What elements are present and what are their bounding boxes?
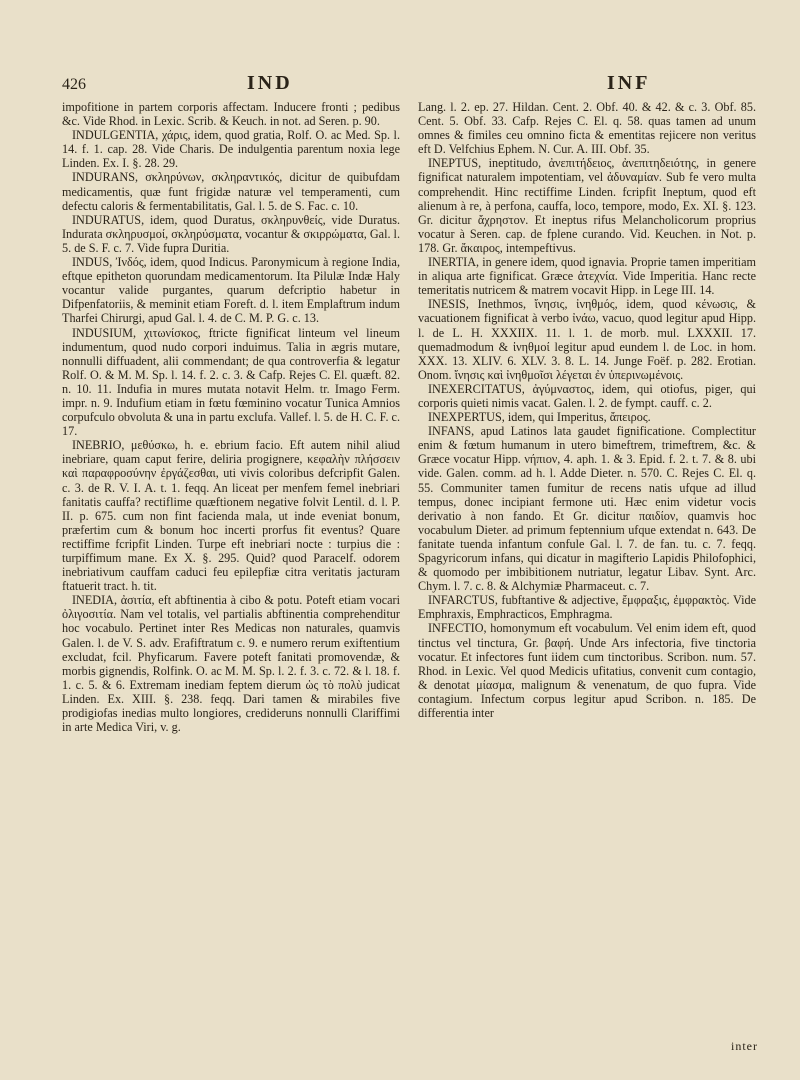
dictionary-entry: INEXERCITATUS, ἀγύμναστος, idem, qui otiofus, piger, qui corporis quieti nimis vacat. Galen. l. 2. de fympt. cauff. c. 2.	[418, 381, 756, 410]
dictionary-entry: INDUSIUM, χιτωνίσκος, ftricte fignificat linteum vel lineum indumentum, quod nudo corpori induimus. Talia in ægris mutare, nonnulli diffuadent, alii commendant; de qua controverfia & legatur Rolf. O. & M. M. Sp. l. 14. f. 2. c. 3. & Cafp. Rejes C. El. quæft. 82. n. 10. 11. Indufia in mures mutata notavit Helm. tr. Imago Ferm. impr. n. 9. Indufium etiam in fœtu fœminino vocatur Tunica Amnios corpufculo obvoluta & una in partu exclufa. Vallef. l. 5. de H. C. F. c. 17.	[62, 325, 400, 439]
dictionary-entry: INEBRIO, μεθύσκω, h. e. ebrium facio. Eft autem nihil aliud inebriare, quam caput ferire, deliria progignere, κεφαλὴν πλήσσειν καὶ παραφροσύνην ἐργάζεσθαι, uti vivis coloribus defcripfit Galen. c. 3. de R. V. I. A. t. 1. feqq. An liceat per menfem femel inebriari fanitatis cauffa? rectiflime quæftionem negative folvit Lentil. d. l. P. II. p. 675. cum non fint facienda mala, ut inde eveniat bonum, præfertim cum & bonum hoc incerti prorfus fit eventus? Quare rectiffime fcripfit Linden. Turpe eft inebriari nocte : turpius die : turpiffimum mane. Ex X. §. 295. Quid? quod Paracelf. odorem inebriativum cauffam caduci feu epilepfiæ citra veritatis jacturam ftatuerit tract. h. tit.	[62, 438, 400, 594]
dictionary-entry: INDULGENTIA, χάρις, idem, quod gratia, Rolf. O. ac Med. Sp. l. 14. f. 1. cap. 28. Vide Charis. De indulgentia parentum noxia lege Linden. Ex. I. §. 28. 29.	[62, 128, 400, 171]
dictionary-entry: INDURANS, σκληρύνων, σκληραντικός, dicitur de quibufdam medicamentis, quæ funt frigidæ naturæ vel temperamenti, cum defectu caloris & fermentabilitatis, Gal. l. 5. de S. Fac. c. 10.	[62, 170, 400, 213]
dictionary-entry: INDUS, Ἰνδός, idem, quod Indicus. Paronymicum à regione India, eftque epitheton quorundam medicamentorum. Ita Pilulæ Indæ Haly vocantur valide purgantes, quarum defcriptio habetur in Difpenfatoriis, & meminit etiam Foreft. d. l. item Emplaftrum indum Tharfei Chirurgi, apud Gal. l. 4. de C. M. P. G. c. 13.	[62, 255, 400, 326]
text-columns	[62, 100, 756, 1050]
page-number: 426	[62, 76, 86, 93]
running-head	[62, 72, 758, 98]
left-column	[62, 100, 400, 1050]
dictionary-entry: INEPTUS, ineptitudo, ἀνεπιτήδειος, ἀνεπιτηδειότης, in genere fignificat naturalem impotentiam, vel ἀδυναμίαν. Sub fe vero multa comprehendit. Hinc rectiffime Linden. fcripfit Ineptum, quod eft alienum à re, à perfona, cauffa, loco, tempore, modo, Ex. XI. §. 123. Gr. dicitur ἄχρηστον. Et ineptus rifus Melancholicorum proprius vocatur à Seren. cap. de fplene curando. Vid. Keuchen. in Not. p. 178. Gr. ἄκαιρος, intempeftivus.	[418, 156, 756, 255]
dictionary-entry: INFARCTUS, fubftantive & adjective, ἔμφραξις, ἐμφρακτὸς. Vide Emphraxis, Emphracticos, Emphragma.	[418, 593, 756, 622]
right-column-heading: INF	[607, 72, 651, 94]
dictionary-entry: INERTIA, in genere idem, quod ignavia. Proprie tamen imperitiam in aliqua arte fignificat. Græce ἀτεχνία. Vide Imperitia. Hanc recte temeritatis nutricem & matrem vocavit Hipp. in Lege III. 14.	[418, 255, 756, 298]
dictionary-entry: INESIS, Inethmos, ἴνησις, ἰνηθμός, idem, quod κένωσις, & vacuationem fignificat à verbo ἰνάω, vacuo, quod legitur apud Hipp. l. de L. H. XXXIIX. 11. l. 1. de morb. mul. LXXXII. 17. quemadmodum & ἰνηθμοί legitur apud eundem l. de Loc. in hom. XXX. 13. XLIV. 6. XLV. 3. 8. L. 14. Junge Foëf. p. 282. Erotian. Onom. ἴνησις καὶ ἰνηθμοῖσι λέγεται ἐν ὑπερινωμένοις.	[418, 297, 756, 382]
dictionary-entry: Lang. l. 2. ep. 27. Hildan. Cent. 2. Obf. 40. & 42. & c. 3. Obf. 85. Cent. 5. Obf. 33. Cafp. Rejes C. El. q. 58. quas tamen ad unum omnes & fimiles ceu omnino ficta & ementitas rejicere non veritus eft D. Velfchius Ephem. N. Cur. A. III. Obf. 35.	[418, 100, 756, 157]
left-column-heading: IND	[247, 72, 293, 94]
dictionary-entry: INEXPERTUS, idem, qui Imperitus, ἄπειρος.	[428, 410, 651, 425]
dictionary-entry: INFECTIO, homonymum eft vocabulum. Vel enim idem eft, quod tinctus vel tinctura, Gr. βαφή. Unde Ars infectoria, five tinctoria vocatur. Et infectores funt iidem cum tinctoribus. Scribon. num. 57. Rhod. in Lexic. Vel quod Medicis ufitatius, convenit cum contagio, & denotat μίασμα, malignum & venenatum, de quo fupra. Vide contagium. Infectum corpus legitur apud Scribon. n. 185. De differentia inter	[418, 621, 756, 721]
dictionary-entry: INEDIA, ἀσιτία, eft abftinentia à cibo & potu. Poteft etiam vocari ὀλιγοσιτία. Nam vel totalis, vel partialis abftinentia comprehenditur hoc vocabulo. Pertinet inter Res Medicas non naturales, quamvis Galen. l. de V. S. adv. Erafiftratum c. 9. e numero rerum exiftentium excludat, fcil. Phyficarum. Favere poteft fanitati promovendæ, & morbis gignendis, Rolfink. O. ac M. M. Sp. l. 2. f. 3. c. 72. & l. 18. f. 1. c. 5. & 6. Extremam inediam feptem dierum ὡς τὸ πολὺ judicat Linden. Ex. XIII. §. 238. feqq. Dari tamen & mirabiles five prodigiofas inedias multo longiores, credideruns nonnulli Clariffimi in arte Medica Viri, v. g.	[62, 593, 400, 735]
dictionary-entry: impofitione in partem corporis affectam. Inducere fronti ; pedibus &c. Vide Rhod. in Lexic. Scrib. & Keuch. in not. ad Seren. p. 90.	[62, 100, 400, 129]
right-column	[418, 100, 756, 1050]
dictionary-entry: INDURATUS, idem, quod Duratus, σκληρυνθείς, vide Duratus. Indurata σκληρυσμοί, σκληρύσματα, vocantur & σκιρρώματα, Gal. l. 5. de S. F. c. 7. Vide fupra Duritia.	[62, 212, 400, 255]
catchword: inter	[731, 1039, 758, 1053]
dictionary-entry: INFANS, apud Latinos lata gaudet fignificatione. Complectitur enim & fœtum humanum in utero bimeftrem, trimeftrem, &c. & Græce vocatur Hipp. νήπιον, 4. aph. 1. & 3. Epid. f. 2. t. 7. & 8. ubi vide. Galen. comm. ad h. l. Adde Dieter. n. 570. C. Rejes C. El. q. 55. Communiter tamen fumitur de recens natis ufque ad illud tempus, donec incipiant fermone uti. Hæc enim videtur vocis derivatio à non fando. Et Gr. dicitur παιδίον, quamvis hoc vocabulum Dieter. ad primum feptennium ufque extendat n. 643. De fanitate tuenda infantum confule Gal. l. 7. de fan. tu. c. 7. feqq. Spagyricorum infans, qui dicatur in magifterio Lapidis Philofophici, & quomodo per imbibitionem nutriatur, legatur Libav. Synt. Arc. Chym. l. 7. c. 8. & Alchymiæ Pharmaceut. c. 7.	[418, 424, 756, 594]
